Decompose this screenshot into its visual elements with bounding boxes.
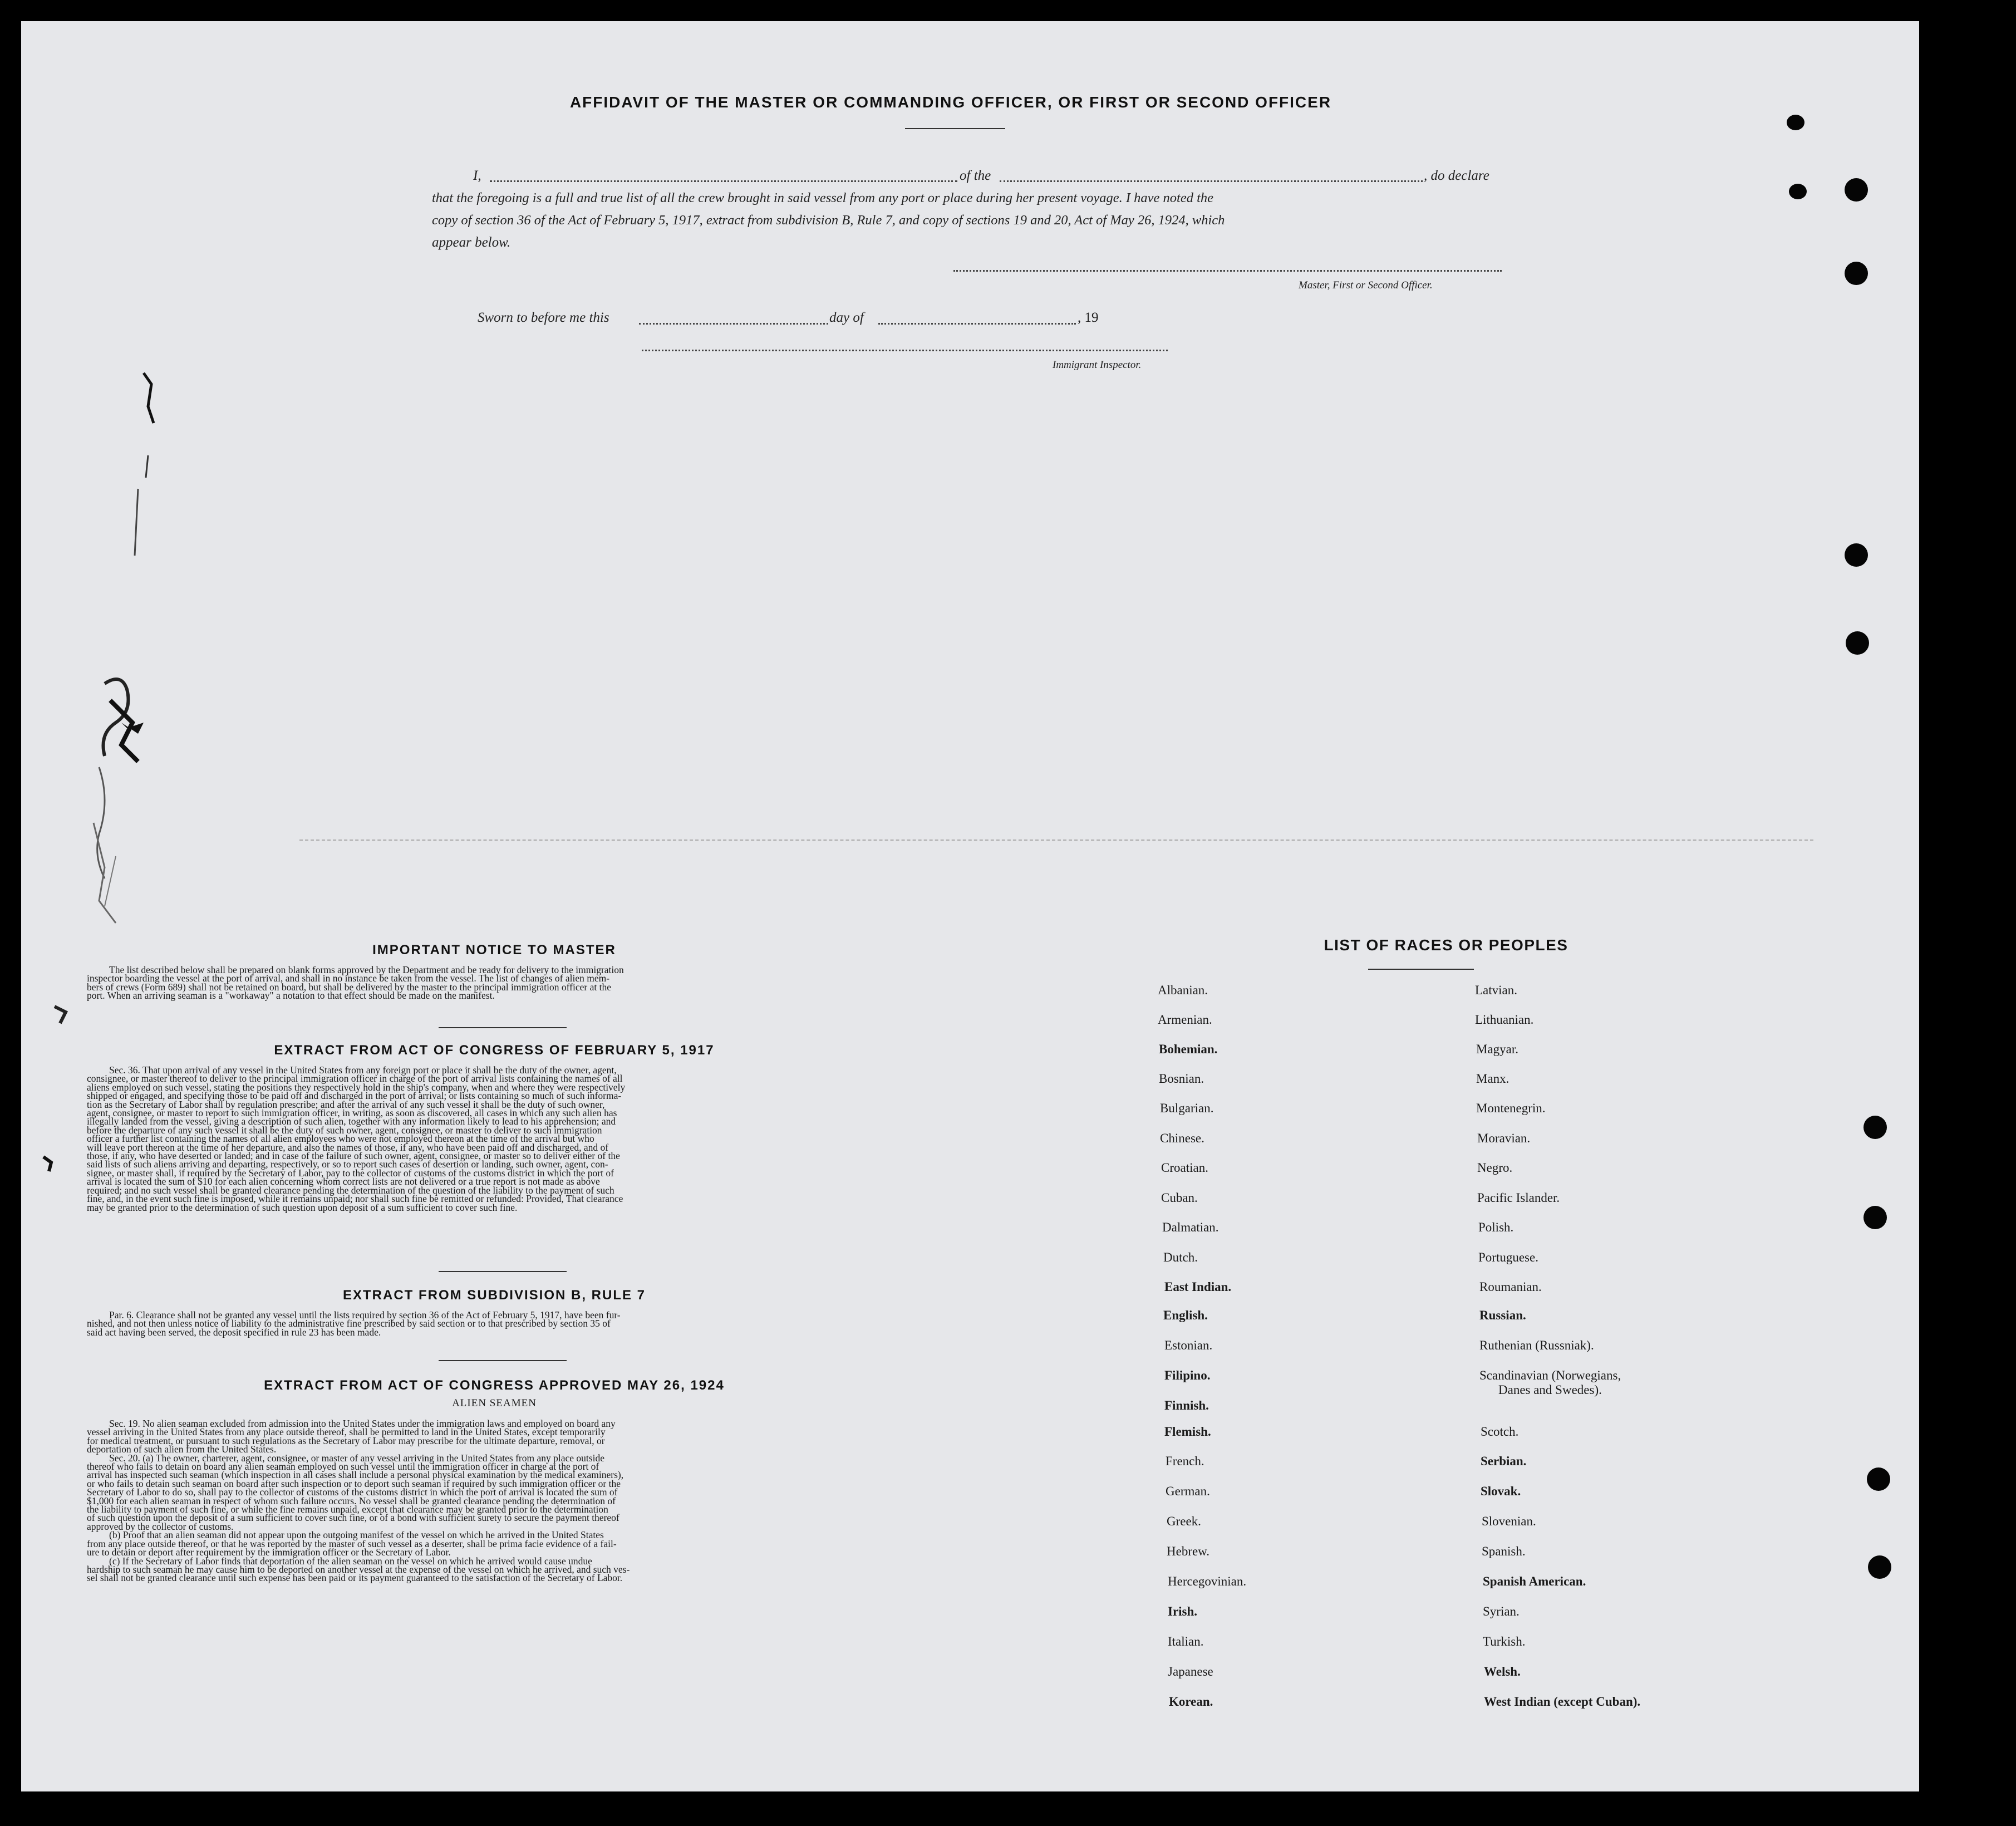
sworn-label: Sworn to before me this [478,310,609,325]
extract-1924-line: approved by the collector of customs. [87,1520,234,1532]
race-item: Slovak. [1481,1484,1521,1498]
extract-1917-line: required; and no such vessel shall be granted clearance pending the determination of the question of the liability to the payment of such [87,1184,614,1196]
inspector-signature-label: Immigrant Inspector. [1053,359,1142,371]
extract-1917-line: agent, consignee, or master to report to such immigration officer, in writing, as soon as discovered, all cases in which any such alien has [87,1107,617,1119]
rule7-line: said act having been served, the deposit specified in rule 23 has been made. [87,1326,381,1338]
affidavit-line1-i: I, [473,168,481,183]
race-item: West Indian (except Cuban). [1484,1695,1641,1709]
extract-1924-line: the liability to payment of such fine, or while the fine remains unpaid, except that clearance may be granted prior to the determination [87,1504,608,1515]
extract-1924-line: arrival has inspected such seaman (which inspection in all cases shall include a personal physical examination by the medical examiners), [87,1469,624,1481]
extract-1917-line: before the departure of any such vessel it shall be the duty of such owner, agent, consignee, or master to deliver to such immigration [87,1124,602,1136]
race-item: Scotch. [1481,1425,1519,1439]
extract-1917-line: fine, and, in the event such fine is imposed, while it remains unpaid; nor shall such fine be remitted or refunded: Provided, That clearance [87,1193,623,1205]
race-item: Chinese. [1160,1131,1204,1145]
extract-1924-line: (b) Proof that an alien seaman did not appear upon the outgoing manifest of the vessel on which he arrived in the United States [109,1529,604,1541]
race-item: Hebrew. [1167,1544,1210,1558]
affidavit-title: AFFIDAVIT OF THE MASTER OR COMMANDING OFFICER, OR FIRST OR SECOND OFFICER [569,94,1332,111]
race-item: Korean. [1169,1695,1213,1709]
affidavit-line4: appear below. [432,235,511,250]
affidavit-line2: that the foregoing is a full and true list of all the crew brought in said vessel from any port or place during her present voyage. I have noted the [432,190,1214,205]
race-item: Moravian. [1477,1131,1531,1145]
race-item: Roumanian. [1479,1280,1542,1294]
race-item: German. [1166,1484,1210,1498]
race-item: Hercegovinian. [1168,1574,1247,1588]
race-item: Serbian. [1481,1454,1527,1468]
race-item: French. [1166,1454,1204,1468]
race-item: Armenian. [1158,1013,1212,1027]
race-item: Pacific Islander. [1477,1191,1560,1205]
race-item: Dalmatian. [1162,1220,1219,1234]
race-item: Danes and Swedes). [1498,1383,1602,1397]
affidavit-line1-end: , do declare [1424,168,1489,183]
race-item: Scandinavian (Norwegians, [1479,1368,1621,1382]
extract-1924-line: $1,000 for each alien seaman in respect of whom such failure occurs. No vessel shall be granted clearance pending the determination of [87,1495,616,1506]
extract-1924-line: deportation of such alien from the United States. [87,1444,277,1455]
extract-1917-line: shipped or engaged, and specifying those to be paid off and discharged in the port of arrival; or lists containing so much of such informa- [87,1090,622,1102]
race-item: Japanese [1168,1665,1213,1678]
extract-1917-line: consignee, or master thereof to deliver to the principal immigration officer in charge of the port of arrival lists containing the names of all [87,1073,623,1084]
race-item: Slovenian. [1482,1514,1536,1528]
races-title: LIST OF RACES OR PEOPLES [1324,936,1568,954]
extract-1924-subtitle: ALIEN SEAMEN [452,1397,537,1409]
extract-1917-line: Sec. 36. That upon arrival of any vessel in the United States from any foreign port or place it shall be the duty of the owner, agent, [109,1064,617,1076]
extract-1917-title: EXTRACT FROM ACT OF CONGRESS OF FEBRUARY 5, 1917 [274,1043,715,1058]
race-item: Portuguese. [1478,1250,1538,1264]
extract-1924-line: sel shall not be granted clearance until such expense has been paid or its payment guaranteed to the satisfaction of the Secretary of Labor. [87,1572,623,1584]
race-item: East Indian. [1164,1280,1232,1294]
notice-line: bers of crews (Form 689) shall not be retained on board, but shall be delivered by the master to the principal immigration officer at the [87,981,611,993]
extract-1917-line: arrival is located the sum of $10 for each alien concerning whom correct lists are not delivered or a true report is not made as above [87,1176,600,1187]
race-item: English. [1163,1308,1208,1322]
race-item: Dutch. [1163,1250,1198,1264]
affidavit-line3: copy of section 36 of the Act of February 5, 1917, extract from subdivision B, Rule 7, and copy of sections 19 and 20, Act of May 26, 1924, which [432,213,1225,228]
extract-1924-line: ure to detain or deport after requirement by the immigration officer or the Secretary of Labor. [87,1547,451,1558]
race-item: Syrian. [1483,1604,1520,1618]
rule7-line: nished, and not then unless notice of liability to the administrative fine prescribed by said section or to that prescribed by section 35 of [87,1318,611,1329]
race-item: Flemish. [1164,1425,1211,1439]
race-item: Turkish. [1483,1634,1526,1648]
notice-line: The list described below shall be prepared on blank forms approved by the Department and be ready for delivery to the immigration [109,964,624,975]
extract-1917-line: signee, or master shall, if required by the Secretary of Labor, pay to the collector of customs of the customs district in which the port of [87,1167,614,1179]
extract-1917-line: tion as the Secretary of Labor shall by regulation prescribe; and after the arrival of any such vessel it shall be the duty of such owner, [87,1098,605,1110]
race-item: Manx. [1476,1072,1509,1086]
notice-line: port. When an arriving seaman is a "workaway" a notation to that effect should be made on the manifest. [87,990,495,1002]
extract-1924-line: Sec. 19. No alien seaman excluded from admission into the United States under the immigration laws and employed on board any [109,1418,616,1429]
extract-1924-line: thereof who fails to detain on board any alien seaman employed on such vessel until the immigration officer in charge at the port of [87,1461,599,1472]
race-item: Latvian. [1475,983,1517,997]
race-item: Cuban. [1161,1191,1198,1205]
ink-smudges [21,21,1919,1791]
master-signature-label: Master, First or Second Officer. [1299,279,1433,291]
extract-1924-line: or who fails to detain such seaman on board after such inspection or to deport such seaman if required by such immigration officer or the [87,1478,621,1489]
extract-1917-line: may be granted prior to the determination of such question upon deposit of a sum sufficient to cover such fine. [87,1201,518,1213]
race-item: Italian. [1168,1634,1204,1648]
race-item: Lithuanian. [1475,1013,1534,1027]
race-item: Croatian. [1161,1161,1208,1175]
race-item: Bulgarian. [1160,1101,1214,1115]
day-of-label: day of [829,310,864,325]
race-item: Bosnian. [1159,1072,1204,1086]
race-item: Polish. [1478,1220,1514,1234]
race-item: Estonian. [1164,1338,1213,1352]
rule7-line: Par. 6. Clearance shall not be granted any vessel until the lists required by section 36 of the Act of February 5, 1917, have been fur- [109,1309,621,1321]
race-item: Filipino. [1164,1368,1211,1382]
extract-1917-line: will leave port thereon at the time of her departure, and also the names of those, if any, who have been paid off and discharged, and of [87,1141,609,1153]
race-item: Negro. [1477,1161,1513,1175]
race-item: Finnish. [1164,1398,1209,1412]
extract-1924-line: (c) If the Secretary of Labor finds that deportation of the alien seaman on the vessel on which he arrived would cause undue [109,1555,592,1567]
notice-line: inspector boarding the vessel at the port of arrival, and shall in no instance be taken from the vessel. The list of changes of alien mem- [87,973,610,984]
race-item: Welsh. [1484,1665,1521,1678]
year-label: , 19 [1078,310,1099,325]
extract-1924-line: Secretary of Labor to do so, shall pay to the collector of customs of the customs district in which the port of arrival is located the sum of [87,1486,618,1498]
race-item: Ruthenian (Russniak). [1479,1338,1594,1352]
extract-1924-line: of such question upon the deposit of a sum sufficient to cover such fine, or of a bond with sufficient surety to secure the payment thereof [87,1512,619,1524]
extract-1917-line: said lists of such aliens arriving and departing, respectively, or so to report such cases of desertion or landing, such owner, agent, con- [87,1159,608,1170]
notice-title: IMPORTANT NOTICE TO MASTER [372,943,616,958]
extract-1924-title: EXTRACT FROM ACT OF CONGRESS APPROVED MAY 26, 1924 [264,1378,725,1393]
race-item: Spanish. [1482,1544,1526,1558]
race-item: Bohemian. [1159,1042,1218,1056]
race-item: Albanian. [1158,983,1208,997]
extract-1924-line: hardship to such seaman he may cause him to be deported on another vessel at the expense of the vessel on which he arrived, and such ves- [87,1563,630,1575]
affidavit-line1-of: of the [960,168,991,183]
extract-1924-line: vessel arriving in the United States from any place outside thereof, shall be permitted to land in the United States, except temporarily [87,1426,606,1438]
rule7-title: EXTRACT FROM SUBDIVISION B, RULE 7 [342,1288,646,1303]
extract-1924-line: Sec. 20. (a) The owner, charterer, agent, consignee, or master of any vessel arriving in the United States from any place outside [109,1452,604,1464]
extract-1917-line: aliens employed on such vessel, stating the positions they respectively hold in the ship's company, when and where they were respectively [87,1081,626,1093]
race-item: Irish. [1168,1604,1198,1618]
race-item: Spanish American. [1483,1574,1586,1588]
race-item: Montenegrin. [1476,1101,1546,1115]
extract-1917-line: illegally landed from the vessel, giving a description of such alien, together with any information likely to lead to his apprehension; and [87,1116,616,1127]
race-item: Russian. [1479,1308,1526,1322]
extract-1917-line: officer a further list containing the names of all alien employees who were not employed thereon at the time of the arrival but who [87,1133,594,1145]
race-item: Greek. [1167,1514,1201,1528]
race-item: Magyar. [1476,1042,1519,1056]
extract-1917-line: those, if any, who have deserted or landed; and in case of the failure of such owner, agent, consignee, or master so to deliver either of the [87,1150,620,1162]
document-page [21,21,1919,1791]
extract-1924-line: from any place outside thereof, or that he was reported by the master of such vessel as a deserter, shall be prima facie evidence of a fail- [87,1538,617,1549]
extract-1924-line: for medical treatment, or pursuant to such regulations as the Secretary of Labor may prescribe for the ultimate departure, removal, or [87,1435,605,1446]
